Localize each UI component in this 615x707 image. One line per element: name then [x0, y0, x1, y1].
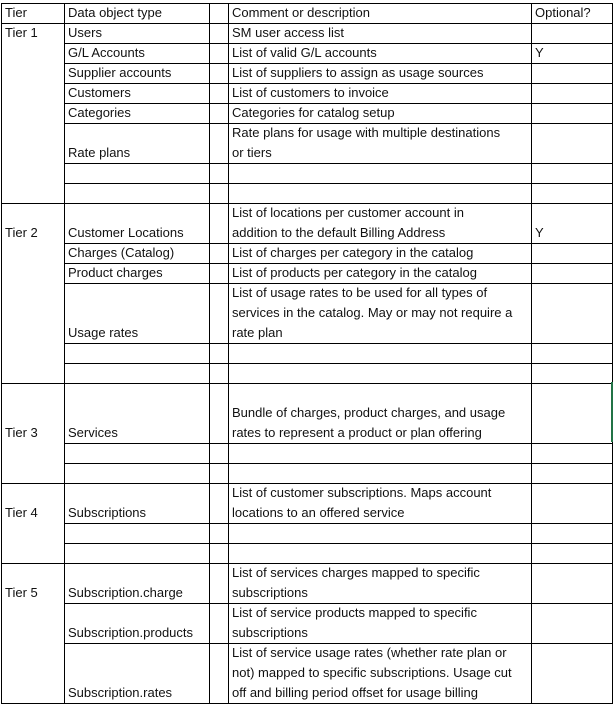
- grid-line-col-2: [209, 383, 210, 443]
- type-cell: Usage rates: [68, 325, 139, 340]
- grid-line-col-4: [531, 563, 532, 603]
- description-line: List of service usage rates (whether rate plan or: [232, 645, 507, 660]
- grid-line-col-5: [612, 23, 613, 43]
- grid-line-col-2: [209, 603, 210, 643]
- grid-line-col-1: [64, 163, 65, 183]
- description-line: List of service products mapped to specific: [232, 605, 477, 620]
- grid-line-col-2: [209, 563, 210, 603]
- grid-line-col-5: [612, 283, 613, 343]
- description-line: List of customers to invoice: [232, 85, 389, 100]
- type-cell: Subscription.products: [68, 625, 194, 640]
- description-line: or tiers: [232, 145, 272, 160]
- header-cell-0: Tier: [5, 5, 27, 20]
- cell-selection-edge: [611, 382, 613, 442]
- description-line: List of suppliers to assign as usage sources: [232, 65, 484, 80]
- description-line: Bundle of charges, product charges, and usage: [232, 405, 506, 420]
- grid-line-col-2: [209, 123, 210, 163]
- grid-line-col-0: [1, 103, 2, 123]
- grid-line-col-2: [209, 643, 210, 703]
- header-cell-2: Comment or description: [232, 5, 370, 20]
- grid-line-col-4: [531, 83, 532, 103]
- grid-line-col-3: [228, 363, 229, 383]
- description-line: List of services charges mapped to specific: [232, 565, 480, 580]
- type-cell: Supplier accounts: [68, 65, 172, 80]
- grid-line-col-4: [531, 483, 532, 523]
- tier-cell: Tier 5: [5, 585, 38, 600]
- type-cell: Product charges: [68, 265, 163, 280]
- grid-line-col-5: [612, 363, 613, 383]
- grid-line-col-2: [209, 483, 210, 523]
- type-cell: Charges (Catalog): [68, 245, 175, 260]
- grid-line-col-0: [1, 83, 2, 103]
- grid-line-col-5: [612, 163, 613, 183]
- grid-line-col-5: [612, 183, 613, 203]
- grid-line-col-4: [531, 343, 532, 363]
- grid-line-col-1: [64, 363, 65, 383]
- grid-line-col-5: [612, 643, 613, 703]
- grid-line-col-5: [612, 343, 613, 363]
- type-cell: G/L Accounts: [68, 45, 145, 60]
- tier-cell: Tier 3: [5, 425, 38, 440]
- grid-line-col-4: [531, 63, 532, 83]
- grid-line-col-4: [531, 243, 532, 263]
- description-line: List of usage rates to be used for all types of: [232, 285, 488, 300]
- grid-line-col-4: [531, 283, 532, 343]
- grid-line-col-1: [64, 463, 65, 483]
- grid-line-col-2: [209, 203, 210, 243]
- grid-line-row: [1, 703, 613, 704]
- grid-line-col-5: [612, 203, 613, 243]
- grid-line-col-0: [1, 183, 2, 203]
- grid-line-col-4: [531, 123, 532, 163]
- tier-cell: Tier 2: [5, 225, 38, 240]
- grid-line-col-5: [612, 243, 613, 263]
- description-line: locations to an offered service: [232, 505, 405, 520]
- grid-line-col-5: [612, 463, 613, 483]
- type-cell: Subscription.charge: [68, 585, 183, 600]
- grid-line-col-0: [1, 443, 2, 463]
- grid-line-col-3: [228, 523, 229, 543]
- description-line: Categories for catalog setup: [232, 105, 395, 120]
- grid-line-col-2: [209, 243, 210, 263]
- grid-line-col-0: [1, 523, 2, 543]
- grid-line-col-4: [531, 103, 532, 123]
- grid-line-col-2: [209, 83, 210, 103]
- grid-line-col-0: [1, 163, 2, 183]
- grid-line-col-3: [228, 183, 229, 203]
- grid-line-col-0: [1, 363, 2, 383]
- description-line: off and billing period offset for usage billing: [232, 685, 478, 700]
- grid-line-col-5: [612, 263, 613, 283]
- grid-line-col-0: [1, 263, 2, 283]
- optional-cell: Y: [535, 225, 544, 240]
- grid-line-col-1: [64, 443, 65, 463]
- grid-line-col-2: [209, 163, 210, 183]
- grid-line-col-4: [531, 263, 532, 283]
- grid-line-col-2: [209, 43, 210, 63]
- grid-line-col-1: [64, 543, 65, 563]
- type-cell: Rate plans: [68, 145, 131, 160]
- grid-line-col-2: [209, 363, 210, 383]
- description-line: List of products per category in the catalog: [232, 265, 477, 280]
- type-cell: Customer Locations: [68, 225, 184, 240]
- type-cell: Subscriptions: [68, 505, 147, 520]
- header-cell-1: Data object type: [68, 5, 162, 20]
- tier-cell: Tier 4: [5, 505, 38, 520]
- grid-line-col-0: [1, 603, 2, 643]
- grid-line-col-5: [612, 83, 613, 103]
- description-line: addition to the default Billing Address: [232, 225, 446, 240]
- grid-line-col-5: [612, 63, 613, 83]
- description-line: subscriptions: [232, 625, 308, 640]
- description-line: rates to represent a product or plan offering: [232, 425, 482, 440]
- type-cell: Customers: [68, 85, 131, 100]
- grid-line-col-2: [209, 283, 210, 343]
- optional-cell: Y: [535, 45, 544, 60]
- type-cell: Users: [68, 25, 102, 40]
- grid-line-col-1: [64, 343, 65, 363]
- description-line: List of customer subscriptions. Maps account: [232, 485, 492, 500]
- grid-line-col-2: [209, 343, 210, 363]
- grid-line-col-2: [209, 103, 210, 123]
- grid-line-col-2: [209, 63, 210, 83]
- grid-line-col-4: [531, 23, 532, 43]
- grid-line-col-5: [612, 443, 613, 463]
- grid-line-col-2: [209, 443, 210, 463]
- grid-line-col-0: [1, 43, 2, 63]
- grid-line-col-5: [612, 43, 613, 63]
- description-line: List of valid G/L accounts: [232, 45, 377, 60]
- grid-line-col-4: [531, 443, 532, 463]
- grid-line-col-1: [64, 183, 65, 203]
- grid-line-col-0: [1, 63, 2, 83]
- type-cell: Services: [68, 425, 118, 440]
- description-line: List of charges per category in the catalog: [232, 245, 474, 260]
- description-line: rate plan: [232, 325, 283, 340]
- grid-line-col-2: [209, 23, 210, 43]
- description-line: subscriptions: [232, 585, 308, 600]
- grid-line-col-4: [531, 363, 532, 383]
- grid-line-col-2: [209, 543, 210, 563]
- grid-line-col-5: [612, 543, 613, 563]
- grid-line-col-2: [209, 263, 210, 283]
- grid-line-col-5: [612, 123, 613, 163]
- grid-line-col-0: [1, 243, 2, 263]
- description-line: not) mapped to specific subscriptions. Usage cut: [232, 665, 512, 680]
- tier-cell: Tier 1: [5, 25, 38, 40]
- grid-line-col-0: [1, 343, 2, 363]
- description-line: services in the catalog. May or may not require a: [232, 305, 513, 320]
- type-cell: Subscription.rates: [68, 685, 173, 700]
- grid-line-col-3: [228, 463, 229, 483]
- grid-line-col-0: [1, 543, 2, 563]
- description-line: Rate plans for usage with multiple destinations: [232, 125, 501, 140]
- grid-line-col-5: [612, 103, 613, 123]
- grid-line-col-4: [531, 183, 532, 203]
- grid-line-col-3: [228, 343, 229, 363]
- grid-line-col-4: [531, 543, 532, 563]
- grid-line-col-2: [209, 3, 210, 23]
- grid-line-col-4: [531, 643, 532, 703]
- grid-line-col-0: [1, 123, 2, 163]
- grid-line-col-5: [612, 483, 613, 523]
- grid-line-col-5: [612, 603, 613, 643]
- grid-line-col-5: [612, 523, 613, 543]
- grid-line-col-0: [1, 643, 2, 703]
- grid-line-col-3: [228, 543, 229, 563]
- grid-line-col-4: [531, 603, 532, 643]
- grid-line-col-0: [1, 463, 2, 483]
- grid-line-col-4: [531, 383, 532, 443]
- grid-line-col-2: [209, 523, 210, 543]
- type-cell: Categories: [68, 105, 131, 120]
- grid-line-col-4: [531, 463, 532, 483]
- grid-line-col-0: [1, 283, 2, 343]
- grid-line-col-3: [228, 163, 229, 183]
- grid-line-col-5: [612, 563, 613, 603]
- grid-line-col-4: [531, 163, 532, 183]
- grid-line-row: [1, 383, 613, 384]
- grid-line-col-5: [612, 3, 613, 23]
- grid-line-col-3: [228, 443, 229, 463]
- header-cell-3: Optional?: [535, 5, 591, 20]
- grid-line-col-2: [209, 463, 210, 483]
- grid-line-col-2: [209, 183, 210, 203]
- grid-line-col-4: [531, 523, 532, 543]
- description-line: SM user access list: [232, 25, 344, 40]
- description-line: List of locations per customer account in: [232, 205, 464, 220]
- grid-line-col-1: [64, 523, 65, 543]
